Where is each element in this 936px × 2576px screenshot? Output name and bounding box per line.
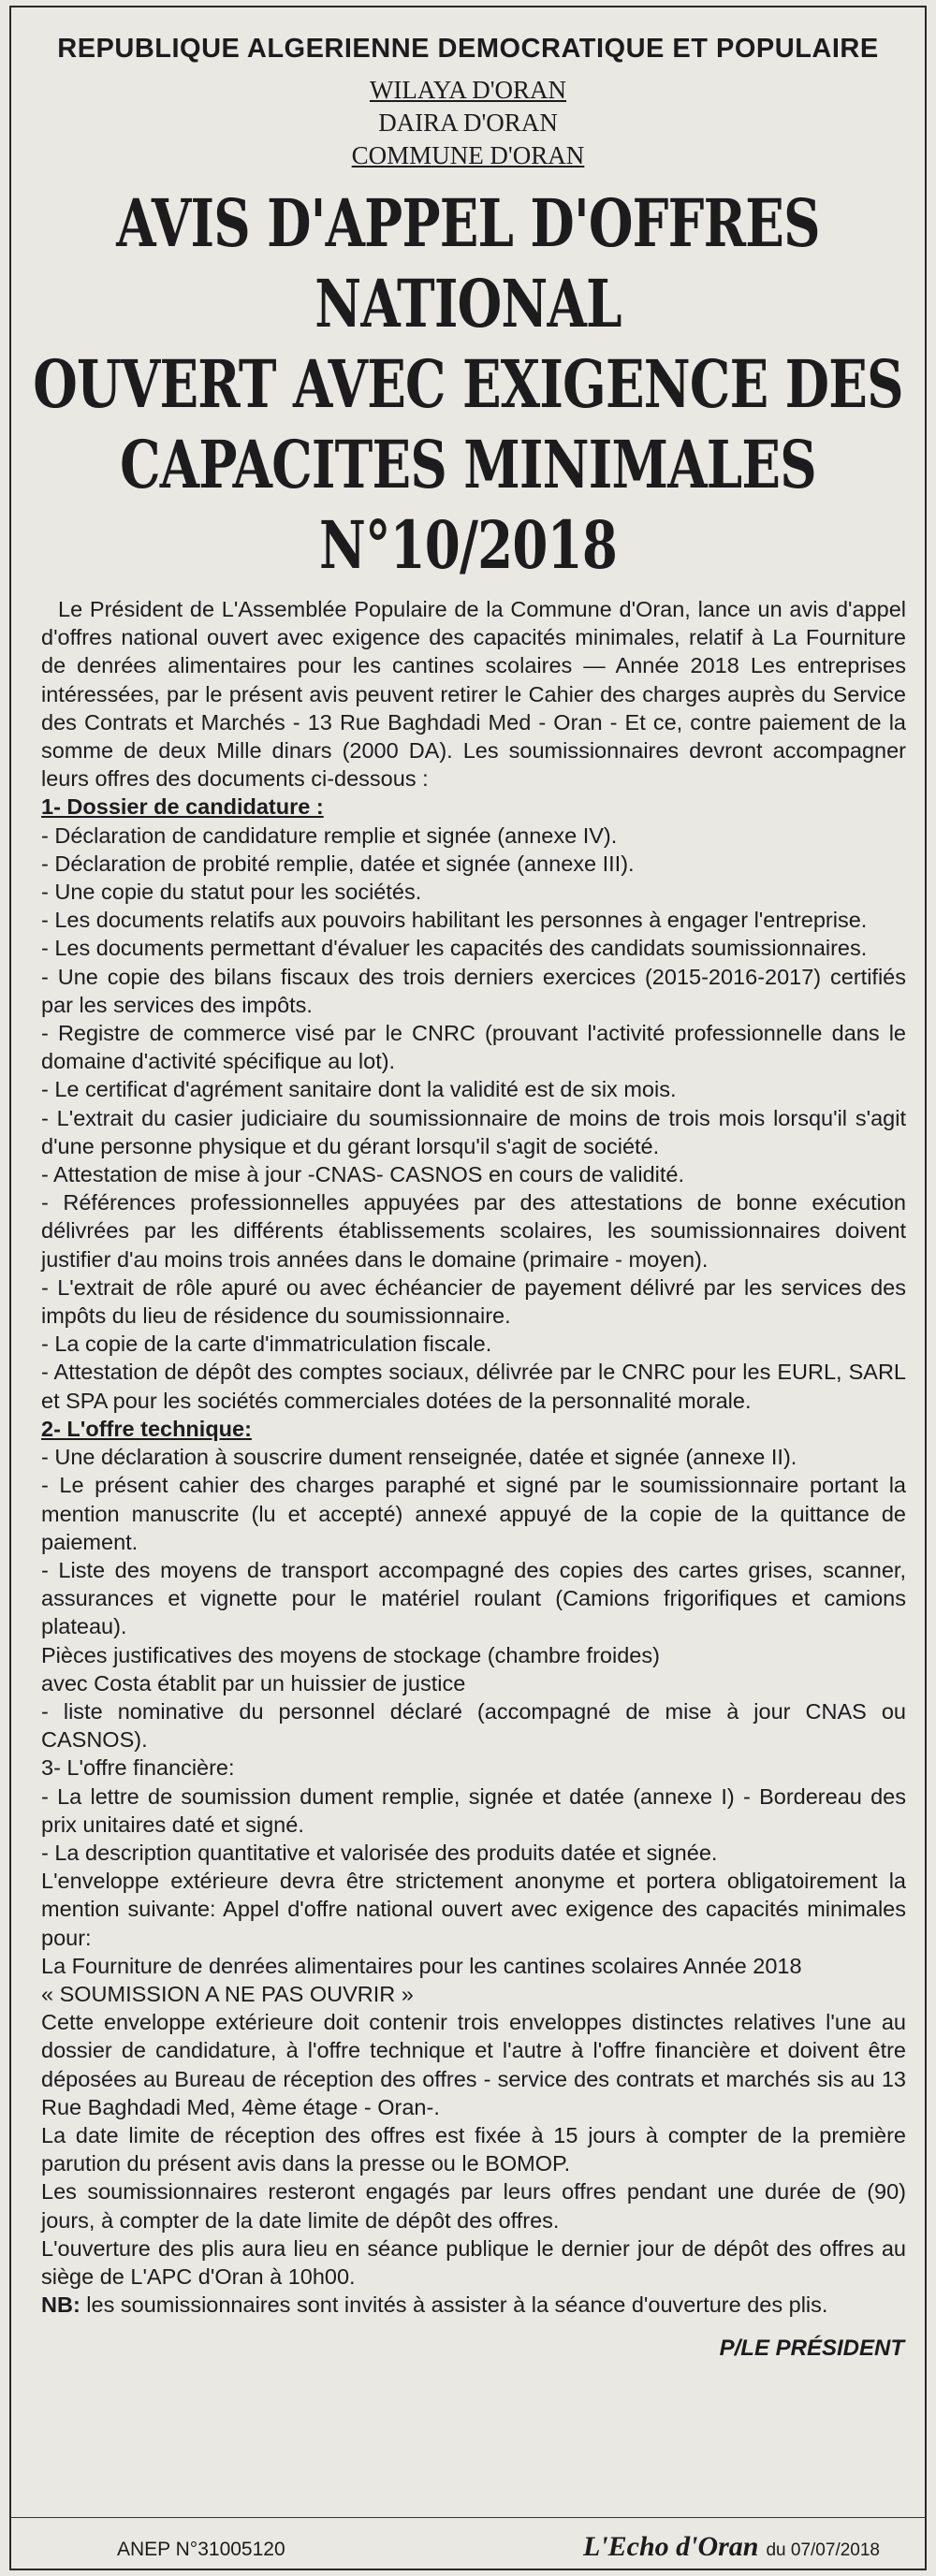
- list-item: - Liste des moyens de transport accompagné des copies des cartes grises, scanner, assurances et vignette pour le matériel roulant (Camions frigorifiques et camions plateau).: [41, 1557, 906, 1639]
- notice-title: [32, 183, 905, 586]
- notice-body: [11, 595, 925, 2319]
- notice-header: [11, 34, 925, 170]
- nb-note: [41, 2291, 906, 2319]
- list-item: - La description quantitative et valorisée des produits datée et signée.: [41, 1840, 718, 1865]
- wilaya-line: WILAYA D'ORAN: [369, 76, 567, 104]
- publication-date: du 07/07/2018: [766, 2540, 880, 2560]
- closing-paragraph: L'enveloppe extérieure devra être strictement anonyme et portera obligatoirement la mention suivante: Appel d'offre national ouvert avec exigence des capacités minimales pour:: [41, 1869, 906, 1950]
- footer: [0, 2531, 936, 2563]
- title-line-3: CAPACITES MINIMALES N°10/2018: [120, 426, 816, 584]
- list-item: - Une copie du statut pour les sociétés.: [41, 880, 422, 905]
- nb-label: NB:: [41, 2292, 80, 2318]
- closing-paragraph: La date limite de réception des offres est fixée à 15 jours à compter de la première parution du présent avis dans la presse ou le BOMOP.: [41, 2122, 906, 2176]
- list-item: avec Costa établit par un huissier de justice: [41, 1670, 466, 1696]
- title-line-1: AVIS D'APPEL D'OFFRES NATIONAL: [116, 184, 820, 342]
- list-item: - L'extrait du casier judiciaire du soumissionnaire de moins de trois mois lorsqu'il s'agit d'une personne physique et du gérant lorsqu'il s'agit de société.: [41, 1105, 906, 1158]
- anep-number: ANEP N°31005120: [117, 2539, 285, 2560]
- closing-paragraph: La Fourniture de denrées alimentaires pour les cantines scolaires Année 2018: [41, 1953, 802, 1978]
- list-item: - Une déclaration à souscrire dument renseignée, datée et signée (annexe II).: [41, 1445, 797, 1470]
- republic-heading: REPUBLIQUE ALGERIENNE DEMOCRATIQUE ET POPULAIRE: [57, 34, 879, 64]
- commune-line: COMMUNE D'ORAN: [351, 141, 585, 169]
- list-item: - Les documents permettant d'évaluer les capacités des candidats soumissionnaires.: [41, 936, 868, 961]
- newspaper-name: L'Echo d'Oran: [582, 2531, 759, 2562]
- list-item: - Une copie des bilans fiscaux des trois derniers exercices (2015-2016-2017) certifiés par les services des impôts.: [41, 964, 906, 1017]
- signature: P/LE PRÉSIDENT: [719, 2336, 904, 2362]
- intro-paragraph: Le Président de L'Assemblée Populaire de la Commune d'Oran, lance un avis d'appel d'offres national ouvert avec exigence des capacités minimales, relatif à La Fourniture de denrées alimentaires pour les cantines scolaires — Année 2018 Les entreprises intéressées, par le présent avis peuvent retirer le Cahier des charges auprès du Service des Contrats et Marchés - 13 Rue Baghdadi Med - Oran - Et ce, contre paiement de la somme de deux Mille dinars (2000 DA). Les soumissionnaires devront accompagner leurs offres des documents ci-dessous :: [41, 597, 906, 792]
- list-item: - Déclaration de candidature remplie et signée (annexe IV).: [41, 822, 618, 848]
- list-item: - Attestation de mise à jour -CNAS- CASNOS en cours de validité.: [41, 1162, 685, 1187]
- list-item: - Attestation de dépôt des comptes sociaux, délivrée par le CNRC pour les EURL, SARL et SPA pour les sociétés commerciales dotées de la personnalité morale.: [41, 1360, 906, 1413]
- closing-paragraph: Cette enveloppe extérieure doit contenir trois enveloppes distinctes relatives l'une au dossier de candidature, à l'offre technique et l'autre à l'offre financière et doivent être déposées au Bureau de réception des offres - service des contrats et marchés sis au 13 Rue Baghdadi Med, 4ème étage - Oran-.: [41, 2010, 906, 2119]
- list-item: - liste nominative du personnel déclaré (accompagné de mise à jour CNAS ou CASNOS).: [41, 1698, 906, 1753]
- list-item: - Registre de commerce visé par le CNRC (prouvant l'activité professionnelle dans le domaine d'activité spécifique au lot).: [41, 1021, 906, 1074]
- list-item: - Déclaration de probité remplie, datée et signée (annexe III).: [41, 851, 635, 876]
- list-item: - Les documents relatifs aux pouvoirs habilitant les personnes à engager l'entreprise.: [41, 908, 868, 933]
- footer-divider: [11, 2517, 925, 2518]
- daira-line: DAIRA D'ORAN: [378, 109, 558, 137]
- list-item: - Le présent cahier des charges paraphé et signé par le soumissionnaire portant la mention manuscrite (lu et accepté) annexé appuyé de la copie de la quittance de paiement.: [41, 1473, 906, 1554]
- section-technical-title: 2- L'offre technique:: [41, 1416, 252, 1441]
- list-item: - La copie de la carte d'immatriculation fiscale.: [41, 1332, 492, 1357]
- list-item: - L'extrait de rôle apuré ou avec échéancier de payement délivré par les services des impôts du lieu de résidence du soumissionnaire.: [41, 1274, 906, 1329]
- list-item: - Le certificat d'agrément sanitaire dont la validité est de six mois.: [41, 1077, 677, 1102]
- closing-paragraph: Les soumissionnaires resteront engagés par leurs offres pendant une durée de (90) jours, à compter de la date limite de dépôt des offres.: [41, 2179, 906, 2233]
- closing-paragraph: L'ouverture des plis aura lieu en séance publique le dernier jour de dépôt des offres au siège de L'APC d'Oran à 10h00.: [41, 2235, 906, 2289]
- section-financial-title: 3- L'offre financière:: [41, 1755, 235, 1781]
- closing-paragraph: « SOUMISSION A NE PAS OUVRIR »: [41, 1981, 414, 2006]
- footer-publication: [583, 2531, 880, 2563]
- list-item: Pièces justificatives des moyens de stockage (chambre froides): [41, 1642, 660, 1667]
- section-candidature-title: 1- Dossier de candidature :: [41, 794, 324, 820]
- title-line-2: OUVERT AVEC EXIGENCE DES: [33, 345, 903, 423]
- list-item: - La lettre de soumission dument remplie, signée et datée (annexe I) - Bordereau des prix unitaires daté et signé.: [41, 1783, 906, 1837]
- list-item: - Références professionnelles appuyées par des attestations de bonne exécution délivrées par les différents établissements scolaires, les soumissionnaires doivent justifier d'au moins trois années dans le domaine (primaire - moyen).: [41, 1190, 906, 1272]
- nb-text: les soumissionnaires sont invités à assister à la séance d'ouverture des plis.: [80, 2292, 828, 2318]
